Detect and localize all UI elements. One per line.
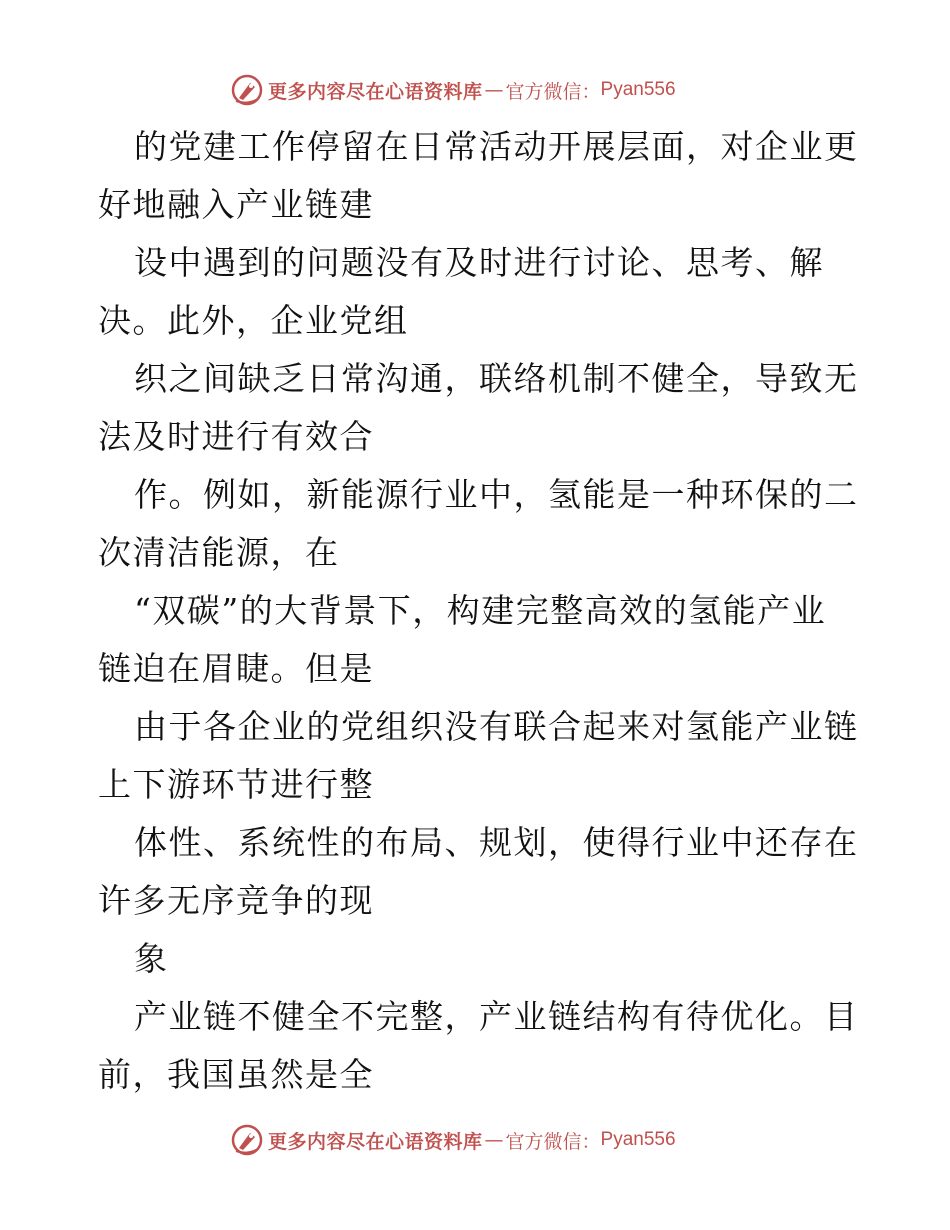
text-line: 象	[134, 939, 169, 978]
pen-nib-logo-icon	[230, 1123, 264, 1157]
watermark-brand: 更多内容尽在心语资料库	[268, 80, 483, 103]
watermark-brand: 更多内容尽在心语资料库	[268, 1130, 483, 1153]
pen-nib-logo-icon	[230, 73, 264, 107]
text-line: 决。此外，企业党组	[98, 301, 409, 340]
text-line: 链迫在眉睫。但是	[98, 649, 374, 688]
watermark-wechat-id: Pyan556	[600, 1129, 676, 1150]
text-line: 产业链不健全不完整，产业链结构有待优化。目	[134, 997, 859, 1036]
text-line: 上下游环节进行整	[98, 765, 374, 804]
text-line: 织之间缺乏日常沟通，联络机制不健全，导致无	[134, 359, 859, 398]
text-line: 设中遇到的问题没有及时进行讨论、思考、解	[134, 243, 824, 282]
text-line: “双碳”的大背景下，构建完整高效的氢能产业	[134, 591, 827, 630]
text-line: 的党建工作停留在日常活动开展层面，对企业更	[134, 127, 859, 166]
text-line: 由于各企业的党组织没有联合起来对氢能产业链	[134, 707, 859, 746]
watermark-label: 官方微信：	[505, 80, 601, 103]
watermark-label: 官方微信：	[505, 1130, 601, 1153]
watermark-separator: —	[484, 1129, 504, 1151]
text-line: 法及时进行有效合	[98, 417, 374, 456]
header-watermark	[230, 70, 676, 110]
text-line: 许多无序竞争的现	[98, 881, 374, 920]
footer-watermark	[230, 1120, 676, 1160]
text-line: 次清洁能源，在	[98, 533, 340, 572]
text-line: 作。例如，新能源行业中，氢能是一种环保的二	[134, 475, 859, 514]
watermark-separator: —	[484, 79, 504, 101]
watermark-wechat-id: Pyan556	[600, 79, 676, 100]
text-line: 前，我国虽然是全	[98, 1055, 374, 1094]
body-text	[98, 118, 858, 1104]
text-line: 体性、系统性的布局、规划，使得行业中还存在	[134, 823, 859, 862]
text-line: 好地融入产业链建	[98, 185, 374, 224]
